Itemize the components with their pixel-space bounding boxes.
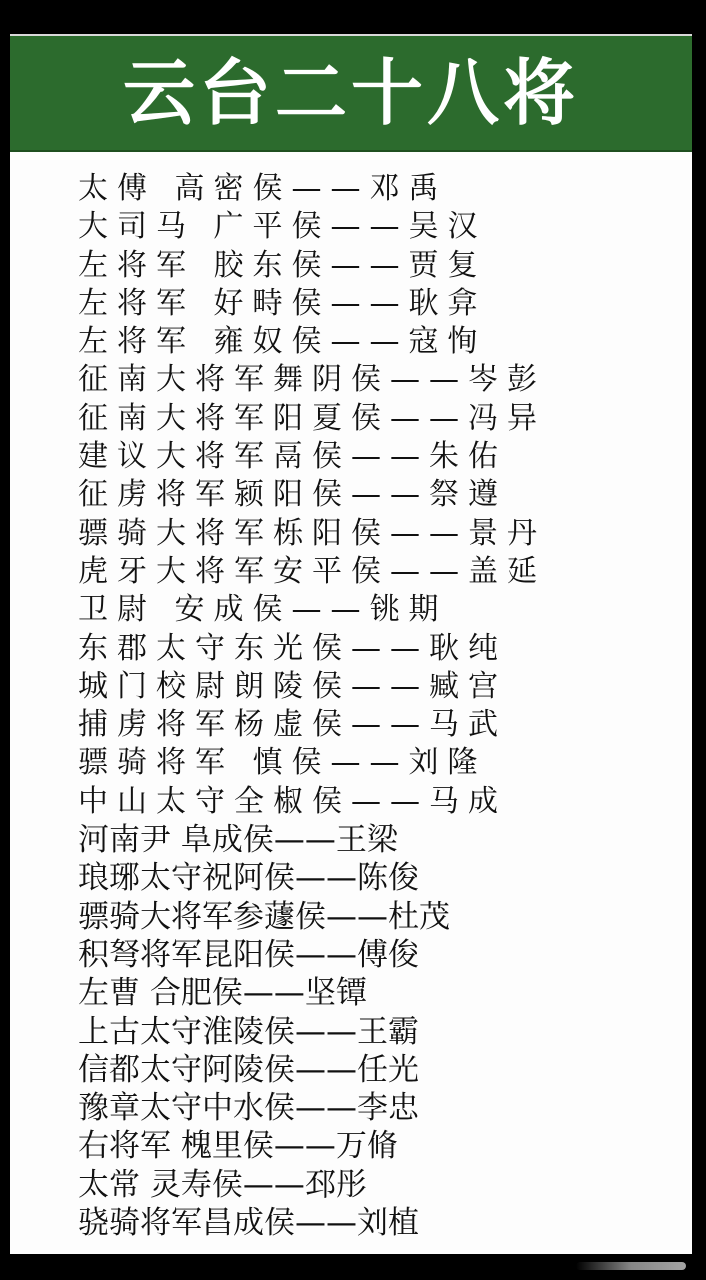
list-item: 积弩将军昆阳侯——傅俊: [78, 936, 419, 973]
list-item: 征南大将军阳夏侯——冯异: [78, 400, 546, 436]
content-card: [10, 34, 692, 1256]
list-item: 东郡太守东光侯——耿纯: [78, 630, 507, 666]
list-item: 骠骑大将军参蘧侯——杜茂: [78, 898, 450, 935]
list-item: 捕虏将军杨虚侯——马武: [78, 707, 507, 743]
page-title: 云台二十八将: [122, 51, 579, 135]
list-item: 中山太守全椒侯——马成: [78, 783, 507, 819]
title-banner: [10, 36, 692, 152]
list-item: 虎牙大将军安平侯——盖延: [78, 553, 546, 589]
list-item: 琅琊太守祝阿侯——陈俊: [78, 860, 419, 897]
list-item: 左将军 好畤侯——耿弇: [78, 285, 487, 321]
list-item: 太傅 高密侯——邓禹: [78, 171, 448, 206]
list-item: 建议大将军鬲侯——朱佑: [78, 439, 507, 475]
list-item: 豫章太守中水侯——李忠: [78, 1090, 419, 1127]
list-item: 上古太守淮陵侯——王霸: [78, 1013, 419, 1050]
list-item: 左曹 合肥侯——坚镡: [78, 975, 367, 1012]
list-item: 太常 灵寿侯——邳彤: [78, 1166, 367, 1203]
list-item: 信都太守阿陵侯——任光: [78, 1051, 419, 1088]
list-item: 骠骑大将军栎阳侯——景丹: [78, 515, 546, 551]
list-item: 左将军 胶东侯——贾复: [78, 247, 487, 283]
list-item: 大司马 广平侯——吴汉: [78, 209, 487, 245]
generals-list: [78, 170, 678, 1242]
list-item: 城门校尉朗陵侯——臧宫: [78, 668, 507, 704]
list-item: 征虏将军颍阳侯——祭遵: [78, 477, 507, 513]
list-item: 河南尹 阜成侯——王梁: [78, 822, 398, 859]
list-item: 征南大将军舞阴侯——岑彭: [78, 362, 546, 398]
list-item: 卫尉 安成侯——铫期: [78, 592, 448, 628]
list-item: 左将军 雍奴侯——寇恂: [78, 324, 487, 360]
list-item: 骁骑将军昌成侯——刘植: [78, 1205, 419, 1242]
loading-indicator: [576, 1262, 686, 1270]
list-item: 骠骑将军 慎侯——刘隆: [78, 745, 487, 781]
list-item: 右将军 槐里侯——万脩: [78, 1128, 398, 1165]
